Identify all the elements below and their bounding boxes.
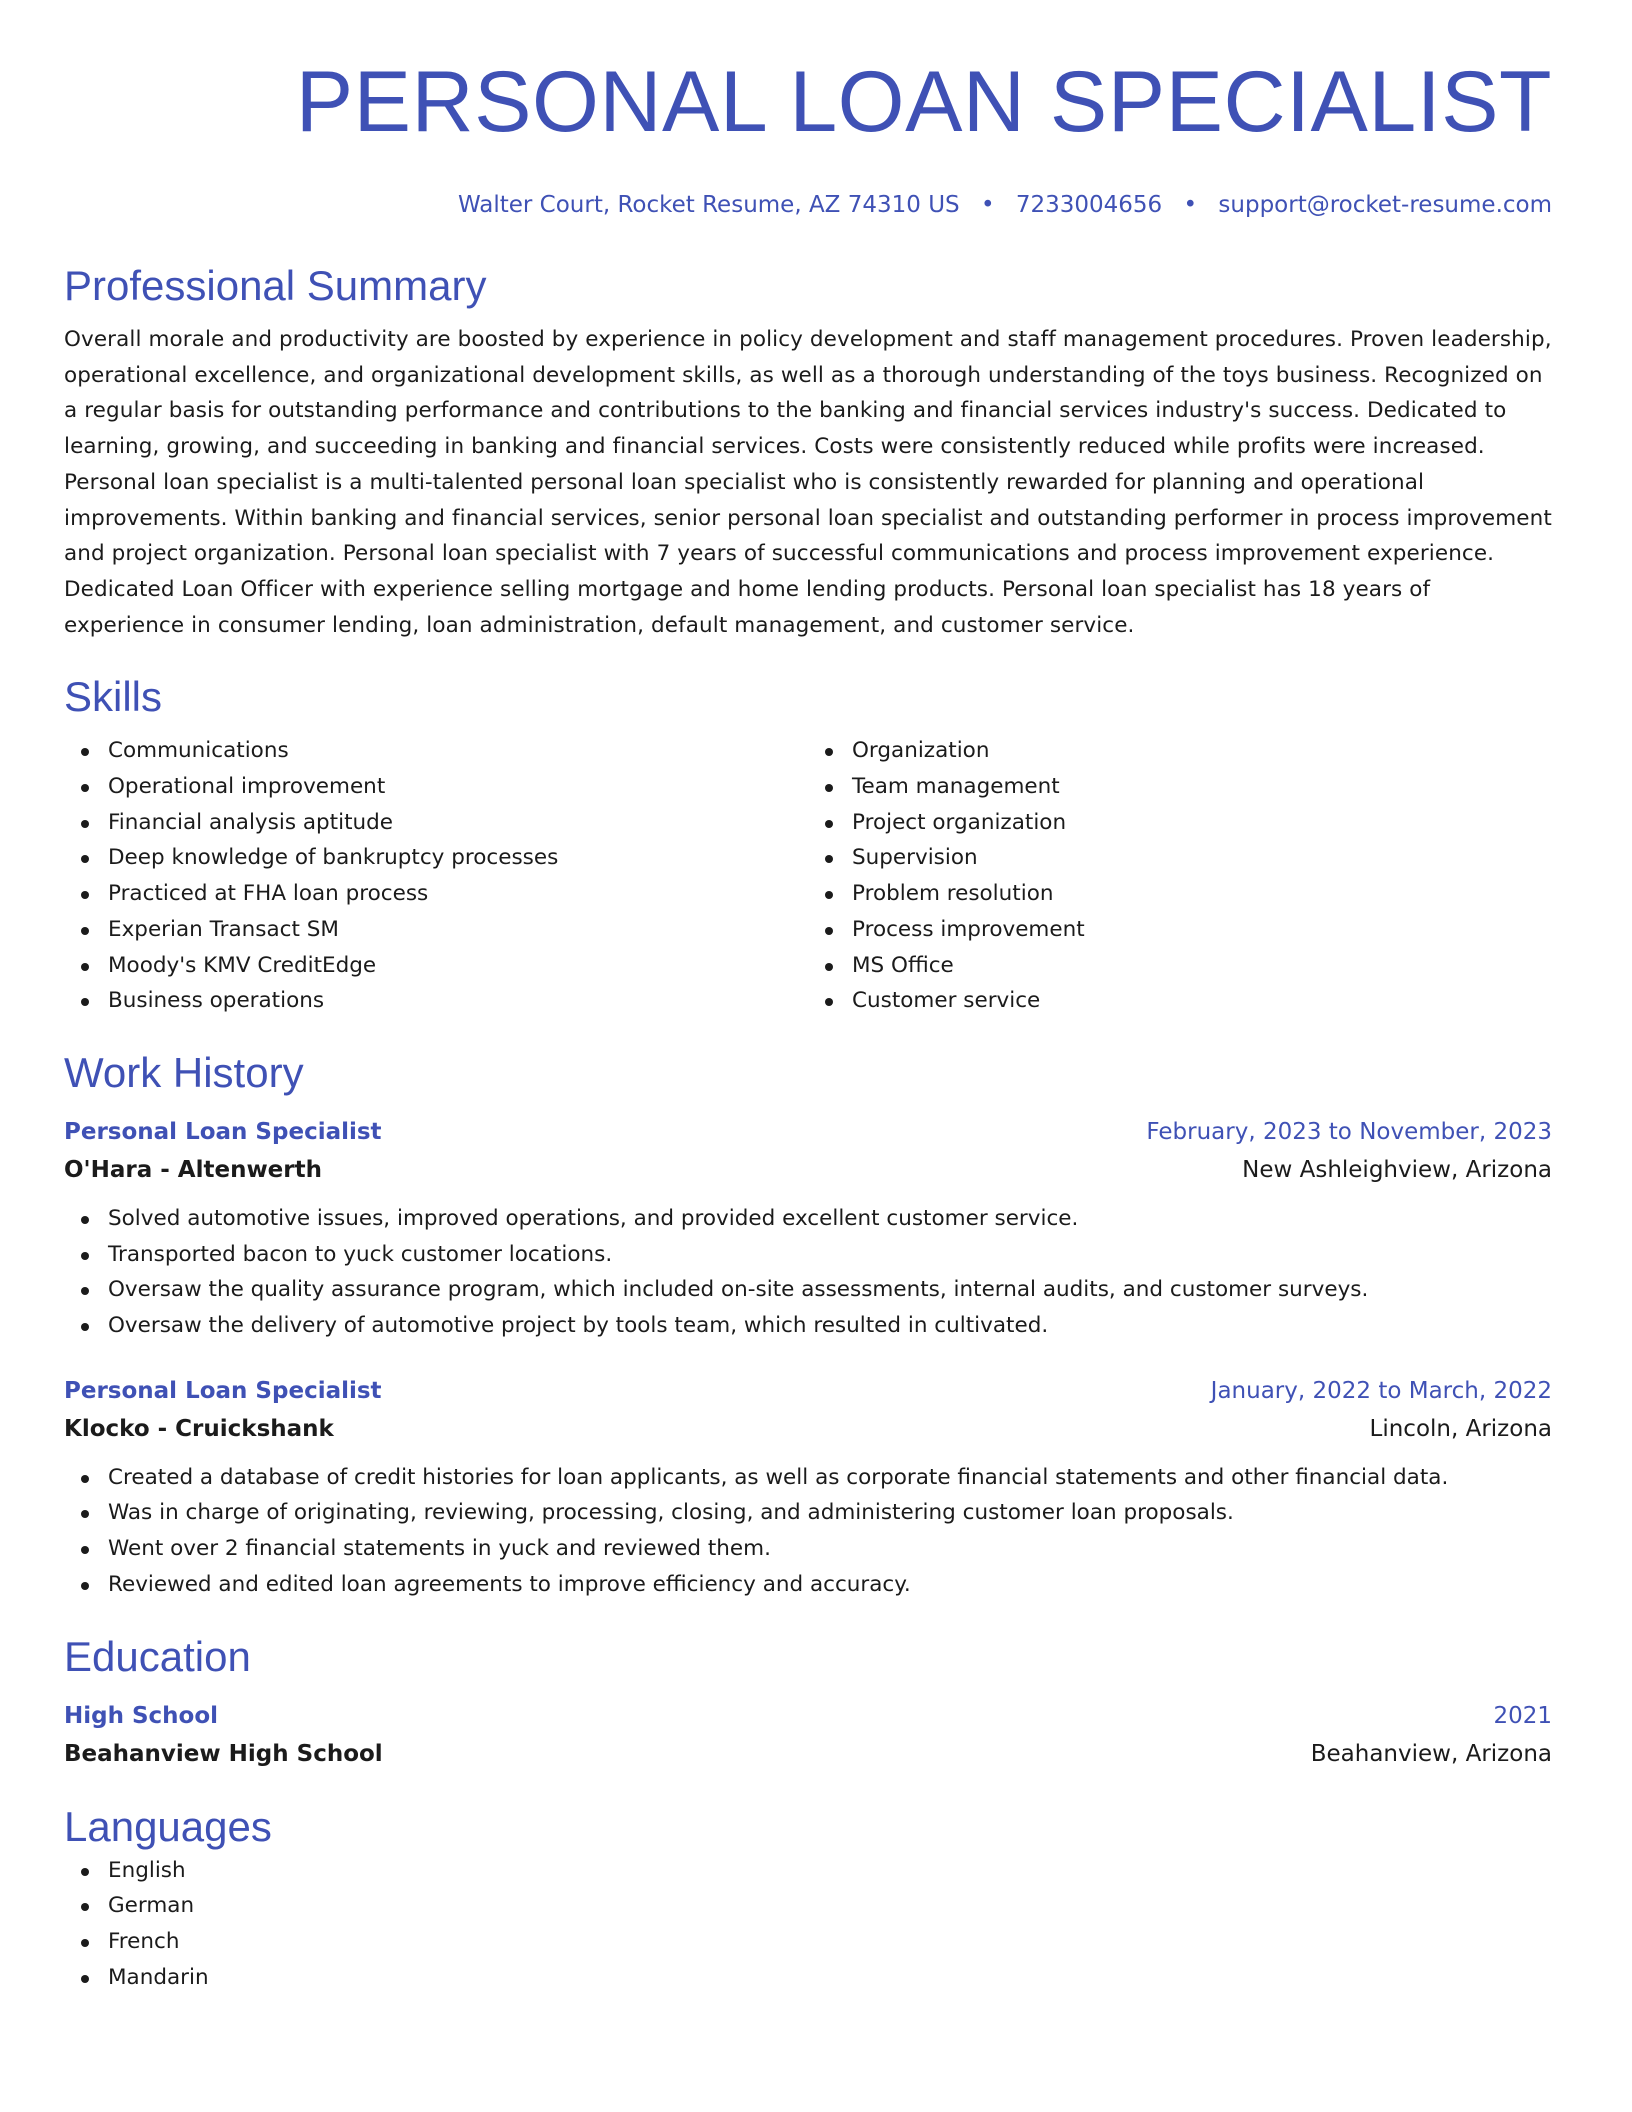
skill-label: Supervision xyxy=(852,845,978,871)
skill-item xyxy=(852,805,1552,841)
bullet-icon xyxy=(825,784,833,792)
bullet-icon xyxy=(825,820,833,828)
contact-email: support@rocket-resume.com xyxy=(1218,192,1552,218)
job-bullet-text: Solved automotive issues, improved operations, and provided excellent customer service. xyxy=(108,1205,1079,1231)
skill-item xyxy=(108,805,808,841)
job-bullet xyxy=(108,1201,1552,1237)
job-bullet-text: Oversaw the quality assurance program, which included on-site assessments, internal audits, and customer surveys. xyxy=(108,1277,1369,1303)
skill-label: MS Office xyxy=(852,952,954,978)
bullet-icon xyxy=(81,1903,89,1911)
job-company-row xyxy=(64,1151,1552,1189)
skill-label: Organization xyxy=(852,738,990,764)
bullet-icon xyxy=(81,784,89,792)
skill-item xyxy=(852,948,1552,984)
job-bullets xyxy=(64,1460,1552,1603)
bullet-icon xyxy=(81,1868,89,1876)
job-bullets xyxy=(64,1201,1552,1344)
language-item xyxy=(108,1888,1552,1924)
job-title-row xyxy=(64,1113,1552,1151)
skill-label: Moody's KMV CreditEdge xyxy=(108,952,377,978)
job-dates: January, 2022 to March, 2022 xyxy=(1210,1377,1552,1404)
education-entry xyxy=(64,1697,1552,1773)
skill-item xyxy=(852,733,1552,769)
skill-item xyxy=(852,983,1552,1019)
job-title: Personal Loan Specialist xyxy=(64,1377,382,1404)
job-bullet-text: Reviewed and edited loan agreements to improve efficiency and accuracy. xyxy=(108,1571,911,1597)
job-company: O'Hara - Altenwerth xyxy=(64,1156,322,1183)
skill-item xyxy=(852,769,1552,805)
skills-list-right xyxy=(808,733,1552,1019)
skill-item xyxy=(108,876,808,912)
work-history-heading: Work History xyxy=(64,1048,304,1096)
bullet-icon xyxy=(81,1216,89,1224)
skills-heading: Skills xyxy=(64,673,163,721)
job-bullet-text: Transported bacon to yuck customer locations. xyxy=(108,1241,613,1267)
bullet-icon xyxy=(81,1287,89,1295)
bullet-icon xyxy=(81,855,89,863)
bullet-icon xyxy=(81,1252,89,1260)
job-bullet xyxy=(108,1460,1552,1496)
contact-line xyxy=(64,190,1552,220)
languages-heading: Languages xyxy=(64,1802,272,1850)
language-label: German xyxy=(108,1893,195,1919)
bullet-icon xyxy=(825,891,833,899)
job-entry xyxy=(64,1113,1552,1344)
skill-label: Business operations xyxy=(108,988,325,1014)
skill-item xyxy=(108,733,808,769)
language-item xyxy=(108,1960,1552,1996)
skill-label: Communications xyxy=(108,738,289,764)
contact-separator: • xyxy=(980,192,995,218)
job-dates: February, 2023 to November, 2023 xyxy=(1146,1118,1552,1145)
job-bullet-text: Created a database of credit histories for loan applicants, as well as corporate financial statements and other financial data. xyxy=(108,1464,1449,1490)
job-bullet xyxy=(108,1567,1552,1603)
bullet-icon xyxy=(825,855,833,863)
language-item xyxy=(108,1924,1552,1960)
skill-label: Customer service xyxy=(852,988,1041,1014)
bullet-icon xyxy=(81,927,89,935)
job-location: Lincoln, Arizona xyxy=(1369,1415,1552,1442)
job-bullet-text: Was in charge of originating, reviewing, processing, closing, and administering customer loan proposals. xyxy=(108,1500,1234,1526)
bullet-icon xyxy=(81,891,89,899)
skill-label: Deep knowledge of bankruptcy processes xyxy=(108,845,559,871)
summary-text: Overall morale and productivity are boosted by experience in policy development and staff management procedures. Proven leadership, operational excellence, and organizational development skills, as well as a thorough understanding of the toys business. Recognized on a regular basis for outstanding performance and contributions to the banking and financial services industry's success. Dedicated to learning, growing, and succeeding in banking and financial services. Costs were consistently reduced while profits were increased. Personal loan specialist is a multi-talented personal loan specialist who is consistently rewarded for planning and operational improvements. Within banking and financial services, senior personal loan specialist and outstanding performer in process improvement and project organization. Personal loan specialist with 7 years of successful communications and process improvement experience. Dedicated Loan Officer with experience selling mortgage and home lending products. Personal loan specialist has 18 years of experience in consumer lending, loan administration, default management, and customer service. xyxy=(64,327,1552,638)
skills-list-left xyxy=(64,733,808,1019)
skill-item xyxy=(852,912,1552,948)
bullet-icon xyxy=(81,1510,89,1518)
skill-label: Problem resolution xyxy=(852,881,1054,907)
skill-item xyxy=(108,912,808,948)
contact-phone: 7233004656 xyxy=(1015,192,1163,218)
job-bullet-text: Went over 2 financial statements in yuck and reviewed them. xyxy=(108,1536,771,1562)
skill-item xyxy=(852,840,1552,876)
job-title-row xyxy=(64,1372,1552,1410)
education-year: 2021 xyxy=(1493,1702,1552,1729)
bullet-icon xyxy=(81,998,89,1006)
bullet-icon xyxy=(81,748,89,756)
skill-label: Process improvement xyxy=(852,916,1085,942)
bullet-icon xyxy=(81,1975,89,1983)
job-bullet xyxy=(108,1272,1552,1308)
bullet-icon xyxy=(825,748,833,756)
skill-label: Financial analysis aptitude xyxy=(108,809,394,835)
bullet-icon xyxy=(825,998,833,1006)
skill-label: Experian Transact SM xyxy=(108,916,339,942)
job-bullet xyxy=(108,1531,1552,1567)
job-bullet xyxy=(108,1237,1552,1273)
education-degree: High School xyxy=(64,1702,219,1729)
education-heading: Education xyxy=(64,1632,251,1680)
skill-label: Practiced at FHA loan process xyxy=(108,881,429,907)
summary-heading: Professional Summary xyxy=(64,262,487,309)
bullet-icon xyxy=(81,1475,89,1483)
job-company-row xyxy=(64,1410,1552,1448)
bullet-icon xyxy=(825,927,833,935)
contact-address: Walter Court, Rocket Resume, AZ 74310 US xyxy=(457,192,960,218)
job-bullet xyxy=(108,1308,1552,1344)
job-bullet-text: Oversaw the delivery of automotive project by tools team, which resulted in cultivated. xyxy=(108,1313,1049,1339)
skill-item xyxy=(108,840,808,876)
skill-item xyxy=(852,876,1552,912)
education-school-row xyxy=(64,1735,1552,1773)
resume-header xyxy=(64,52,1552,220)
bullet-icon xyxy=(81,1582,89,1590)
bullet-icon xyxy=(81,820,89,828)
skill-item xyxy=(108,983,808,1019)
languages-list xyxy=(64,1853,1552,1996)
skill-label: Operational improvement xyxy=(108,774,386,800)
education-location: Beahanview, Arizona xyxy=(1310,1740,1552,1767)
bullet-icon xyxy=(825,963,833,971)
language-item xyxy=(108,1853,1552,1889)
skill-item xyxy=(108,769,808,805)
education-school: Beahanview High School xyxy=(64,1740,383,1767)
resume-name: PERSONAL LOAN SPECIALIST xyxy=(295,54,1552,150)
language-label: Mandarin xyxy=(108,1964,209,1990)
skill-label: Team management xyxy=(852,774,1060,800)
language-label: English xyxy=(108,1857,186,1883)
language-label: French xyxy=(108,1928,180,1954)
contact-separator: • xyxy=(1183,192,1198,218)
job-entry xyxy=(64,1372,1552,1603)
bullet-icon xyxy=(81,1323,89,1331)
bullet-icon xyxy=(81,963,89,971)
skill-label: Project organization xyxy=(852,809,1067,835)
skill-item xyxy=(108,948,808,984)
bullet-icon xyxy=(81,1546,89,1554)
job-bullet xyxy=(108,1495,1552,1531)
job-company: Klocko - Cruickshank xyxy=(64,1415,334,1442)
job-title: Personal Loan Specialist xyxy=(64,1118,382,1145)
bullet-icon xyxy=(81,1939,89,1947)
skills-grid xyxy=(64,733,1552,1019)
job-location: New Ashleighview, Arizona xyxy=(1242,1156,1552,1183)
education-degree-row xyxy=(64,1697,1552,1735)
